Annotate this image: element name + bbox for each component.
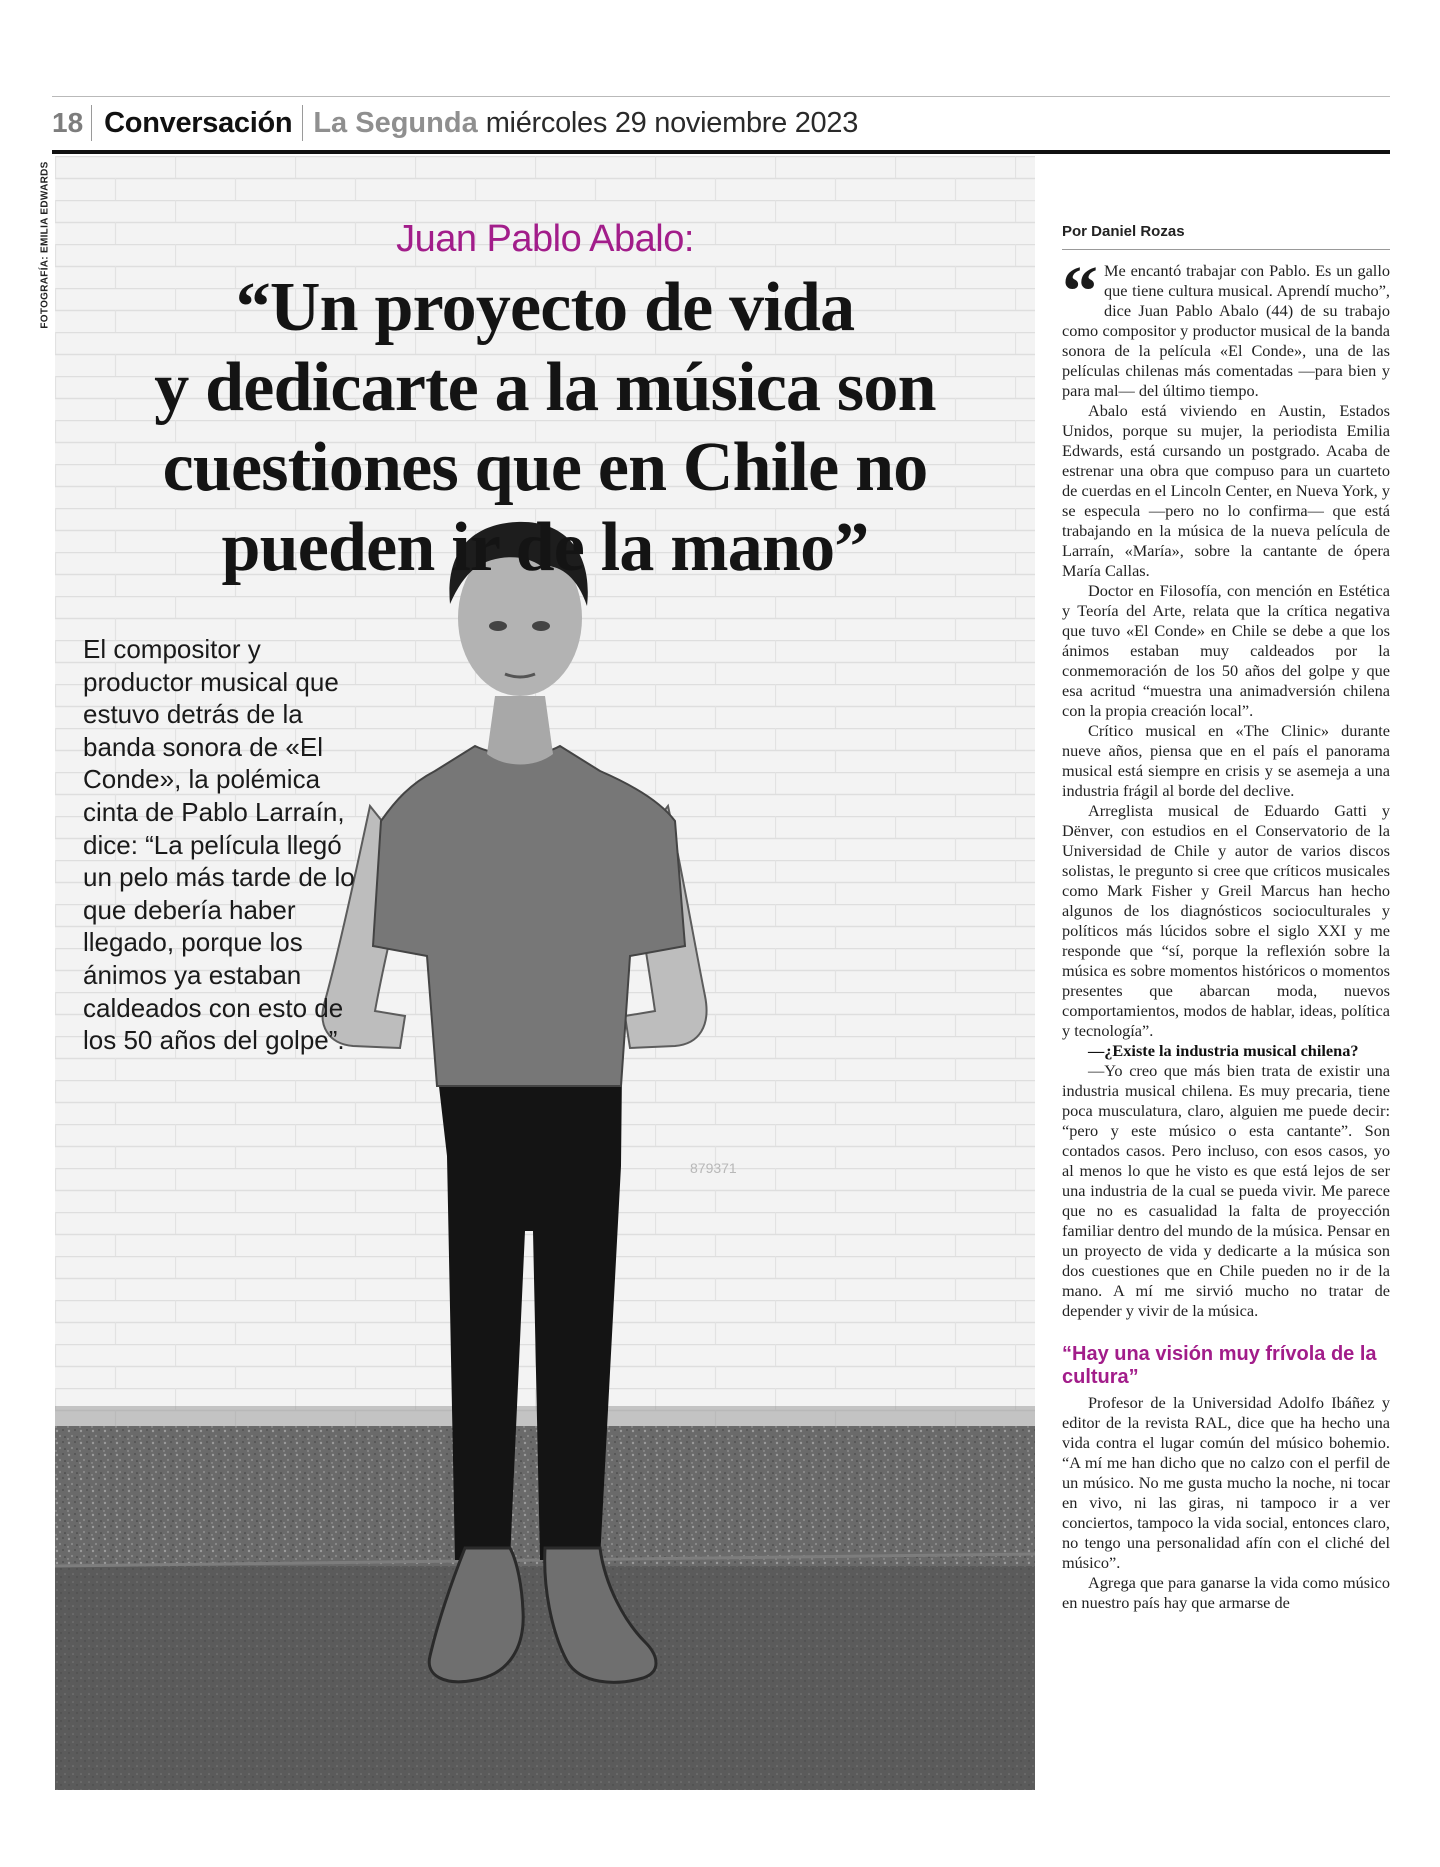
body-paragraph: Crítico musical en «The Clinic» durante nueve años, piensa que en el país el panorama musical está siempre en crisis y se asemeja a una industria frágil al borde del declive. [1062,721,1390,800]
article-kicker: Juan Pablo Abalo: [396,218,694,260]
headline-line: cuestiones que en Chile no [162,429,928,506]
deck-line: estuvo detrás de la [83,699,303,730]
deck-line: que debería haber [83,894,296,925]
article-deck [83,633,383,1057]
interview-question: —¿Existe la industria musical chilena? [1088,1041,1359,1060]
body-paragraph: Abalo está viviendo en Austin, Estados Unidos, porque su mujer, la periodista Emilia Edwards, está cursando un postgrado. Acaba de estrenar una obra que compuso para un cuarteto de cuerdas en el Lincoln Center, en Nueva York, y se especula —pero no lo confirma— que está trabajando en la música de la nueva película de Larraín, «María», sobre la cantante de ópera María Callas. [1062,401,1390,580]
header-rule [52,150,1390,154]
section-name: Conversación [92,105,303,141]
article-body [1062,222,1390,1613]
body-paragraph: Agrega que para ganarse la vida como músico en nuestro país hay que armarse de [1062,1573,1390,1612]
publication-name: La Segunda [313,107,478,139]
headline-line: y dedicarte a la música son [154,349,936,426]
header-top-rule [52,96,1390,97]
photo-watermark: 879371 [690,1160,737,1176]
headline-line: “Un proyecto de vida [235,269,855,346]
deck-line: El compositor y [83,634,261,664]
body-paragraph: “ Me encantó trabajar con Pablo. Es un gallo que tiene cultura musical. Aprendí mucho”, dice Juan Pablo Abalo (44) de su trabajo como compositor y productor musical de la banda sonora de la película «El Conde», una de las películas chilenas más comentadas —para bien y para mal— del último tiempo. [1062,251,1390,400]
drop-quote-mark: “ [1062,251,1098,331]
body-paragraph: Arreglista musical de Eduardo Gatti y Dënver, con estudios en el Conservatorio de la Universidad de Chile y autor de varios discos solistas, le pregunto si cree que críticos musicales como Mark Fisher y Greil Marcus han hecho algunos de los diagnósticos socioculturales y políticos más lúcidos sobre el siglo XXI y me responde que “sí, porque la reflexión sobre la música es sobre momentos históricos o momentos presentes que abarcan moda, nuevos comportamientos, modos de hablar, ideas, política y tecnología”. [1062,801,1390,1040]
deck-line: dice: “La película llegó [83,829,342,860]
byline-rule [1062,249,1390,250]
page-header [52,100,858,146]
body-paragraph: Profesor de la Universidad Adolfo Ibáñez y editor de la revista RAL, dice que ha hecho una vida contra el lugar común del músico bohemio. “A mí me han dicho que no calzo con el perfil de un músico. No me gusta mucho la noche, ni tocar en vivo, ni las giras, ni tampoco ir a ver conciertos, tampoco la vida social, entonces claro, no tengo una personalidad afín con el cliché del músico”. [1062,1393,1390,1572]
deck-line: ánimos ya estaban [83,959,302,990]
section-subhead: “Hay una visión muy frívola de la cultura” [1062,1343,1377,1388]
deck-line: caldeados con esto de [83,992,344,1023]
photo-credit: FOTOGRAFÍA: EMILIA EDWARDS [39,161,51,329]
deck-line: Conde», la polémica [83,764,321,795]
page-number: 18 [52,105,92,141]
deck-line: los 50 años del golpe”. [83,1025,345,1056]
body-paragraph: Doctor en Filosofía, con mención en Estética y Teoría del Arte, relata que la crítica negativa que tuvo «El Conde» en Chile se debe a que los ánimos estaban muy caldeados por la conmemoración de los 50 años del golpe y que esa acritud “muestra una animadversión chilena con la propia creación local”. [1062,581,1390,720]
interview-answer: —Yo creo que más bien trata de existir una industria musical chilena. Es muy precaria, tiene poca musculatura, claro, alguien me puede decir: “pero y este músico o esta cantante”. Son contados casos. Pero incluso, con esos casos, yo al menos lo que he visto es que está lejos de ser una industria de la cual se pueda vivir. Me parece que no es casualidad la falta de proyección familiar dentro del mundo de la música. Pensar en un proyecto de vida y dedicarte a la música son dos cuestiones que en Chile pueden no ir de la mano. A mí me sirvió mucho no tratar de depender y vivir de la música. [1062,1061,1390,1320]
issue-date: miércoles 29 noviembre 2023 [485,107,859,139]
deck-line: llegado, porque los [83,927,303,958]
deck-line: banda sonora de «El [83,731,323,762]
headline-line: pueden ir de la mano” [221,509,869,586]
deck-line: productor musical que [83,666,339,697]
deck-line: un pelo más tarde de lo [83,862,355,893]
article-headline [55,268,1035,588]
byline: Por Daniel Rozas [1062,223,1185,240]
deck-line: cinta de Pablo Larraín, [83,796,345,827]
